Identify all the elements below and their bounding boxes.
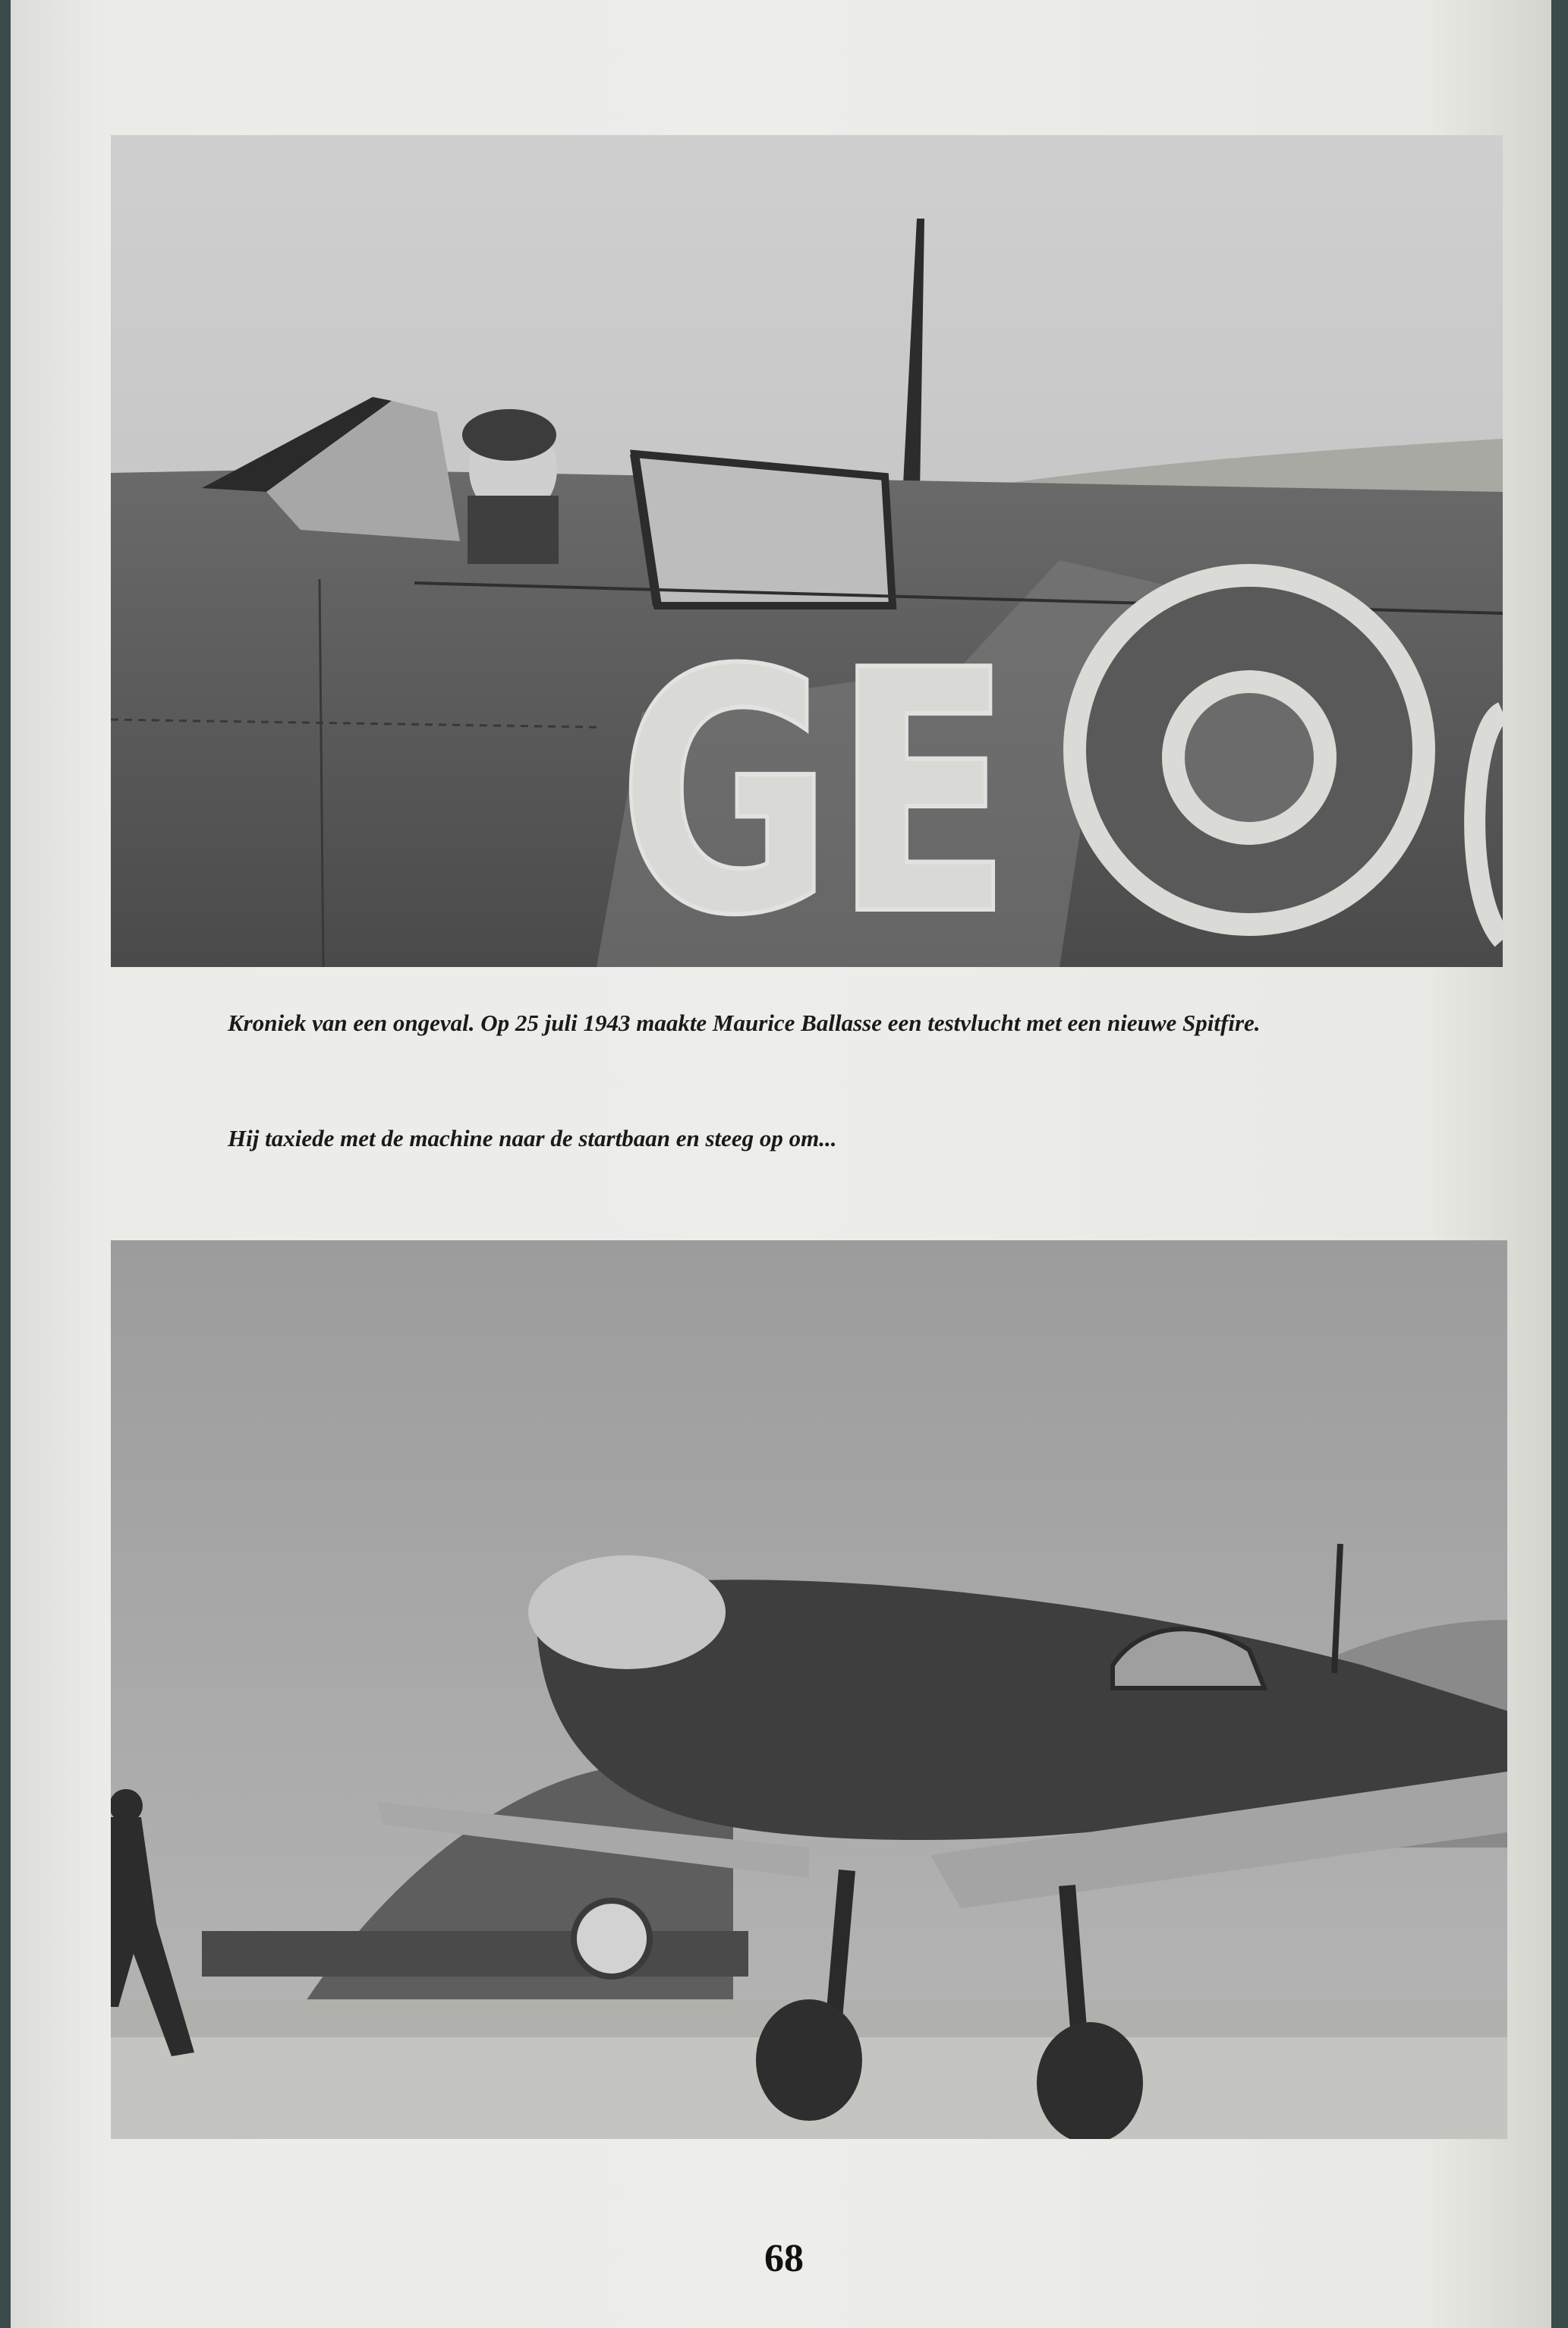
- roundel-marking: [1075, 575, 1424, 925]
- page-number: 68: [764, 2237, 804, 2280]
- photo-caption-second: Hij taxiede met de machine naar de startbaan en steeg op om...: [228, 1125, 837, 1151]
- spitfire-cockpit-illustration: [111, 135, 1503, 967]
- code-letters: GE: [618, 600, 1012, 967]
- photo-caption-first: Kroniek van een ongeval. Op 25 juli 1943 maakte Maurice Ballasse een testvlucht met een nieuwe Spitfire.: [228, 1010, 1261, 1036]
- spitfire-taxiing-illustration: [111, 1240, 1507, 2139]
- photo-spitfire-taxiing: [111, 1240, 1507, 2139]
- photo-spitfire-cockpit: [111, 135, 1503, 967]
